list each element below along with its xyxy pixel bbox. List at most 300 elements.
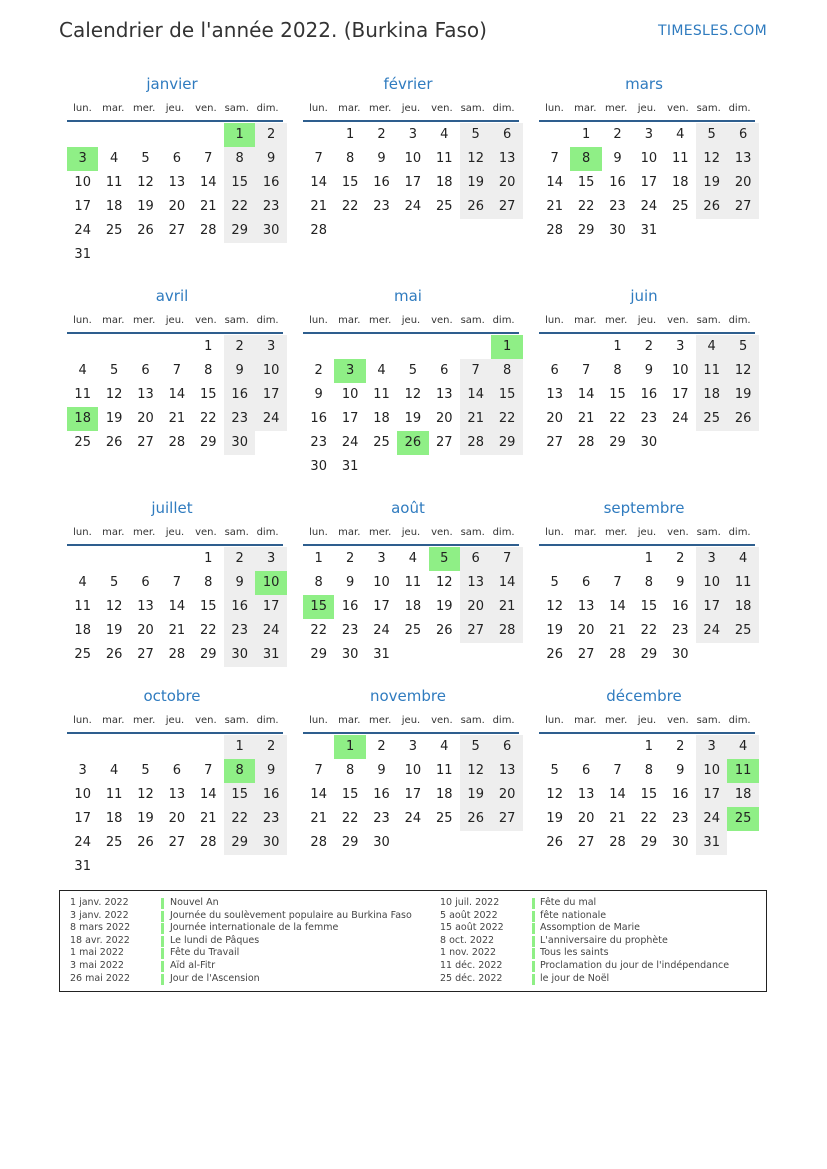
weekday-label: jeu. [401,315,421,326]
weekday-label: mar. [574,715,597,726]
month-août [297,494,519,696]
day-cell: 24 [373,623,390,638]
day-cell: 19 [546,623,563,638]
day-cell: 17 [74,199,91,214]
day-cell: 27 [491,807,522,831]
day-cell: 2 [314,363,323,378]
day-cell: 21 [491,595,522,619]
legend-holiday-name: le jour de Noël [540,972,610,984]
day-cell: 21 [200,199,217,214]
day-cell: 27 [168,223,186,238]
day-cell: 4 [440,127,449,142]
day-cell: 7 [613,763,622,778]
legend-holiday-name: Aïd al-Fitr [170,959,216,971]
day-cell: 2 [255,735,286,759]
legend-holiday-name: Jour de l'Ascension [170,972,260,984]
day-cell: 24 [341,435,359,450]
day-cell: 26 [137,835,154,850]
day-cell: 12 [105,387,123,402]
weekday-label: lun. [309,715,328,726]
weekday-label: mar. [574,315,597,326]
weekday-label: mar. [102,315,125,326]
holiday-marker [161,974,164,985]
day-cell: 21 [310,811,327,826]
legend-entry [70,922,430,935]
weekday-label: sam. [224,315,249,326]
day-cell: 13 [577,599,595,614]
day-cell: 5 [141,151,150,166]
legend-holiday-name: Fête du Travail [170,947,240,959]
day-cell: 3 [377,551,386,566]
weekday-label: sam. [696,103,721,114]
legend-holiday-name: Nouvel An [170,897,219,908]
day-cell: 9 [676,575,685,590]
day-cell: 18 [436,175,453,190]
day-cell: 9 [377,763,386,778]
day-cell: 29 [224,219,255,243]
day-cell: 26 [105,435,123,450]
day-cell: 10 [404,763,422,778]
legend-holiday-name: fête nationale [540,909,607,921]
weekday-label: sam. [696,715,721,726]
day-cell: 4 [78,575,87,590]
day-cell: 18 [727,783,758,807]
day-cell: 27 [168,835,186,850]
day-cell: 30 [672,647,689,662]
day-grid [303,122,519,272]
day-cell: 23 [609,199,626,214]
day-cell: 9 [224,571,255,595]
day-cell: 22 [491,407,522,431]
day-cell: 19 [137,811,154,826]
day-cell: 12 [137,175,154,190]
day-cell: 2 [613,127,622,142]
day-cell: 27 [137,435,154,450]
day-cell: 4 [109,763,119,778]
day-cell: 13 [436,387,453,402]
day-cell: 21 [310,199,327,214]
month-avril [61,282,283,484]
day-grid [303,546,519,696]
month-name: mai [394,287,422,305]
day-cell: 18 [696,383,727,407]
legend-entry [440,935,760,948]
weekday-label: jeu. [165,315,185,326]
day-cell: 18 [74,623,91,638]
day-cell: 24 [640,199,658,214]
day-cell: 22 [577,199,595,214]
legend-date: 26 mai 2022 [70,972,131,984]
weekday-label: mer. [369,527,392,538]
month-juin [533,282,755,484]
day-cell: 23 [255,807,286,831]
day-cell: 15 [341,175,359,190]
weekday-label: dim. [492,103,515,114]
day-cell: 25 [436,811,453,826]
day-cell: 25 [696,407,727,431]
day-cell: 2 [345,551,355,566]
day-cell: 30 [640,435,658,450]
day-cell: 6 [440,363,449,378]
day-cell: 22 [640,623,658,638]
day-cell: 11 [74,599,91,614]
day-cell: 5 [109,575,119,590]
weekday-label: mar. [338,527,361,538]
weekday-header [539,522,755,546]
month-décembre [533,682,755,884]
day-cell: 24 [672,411,689,426]
day-cell: 7 [172,575,182,590]
day-cell: 21 [200,811,217,826]
day-cell: 27 [491,195,522,219]
legend-entry [70,947,430,960]
day-cell: 4 [440,739,449,754]
day-grid [303,734,519,884]
day-cell: 1 [204,551,213,566]
day-cell: 10 [640,151,658,166]
day-cell: 25 [727,619,758,643]
day-cell: 9 [377,151,386,166]
day-cell: 21 [577,411,595,426]
day-cell: 8 [345,763,355,778]
legend-entry [440,922,760,935]
day-cell: 8 [613,363,622,378]
day-grid [67,546,283,696]
day-cell: 19 [460,171,491,195]
day-cell: 16 [672,787,689,802]
day-cell: 3 [644,127,654,142]
weekday-header [67,98,283,122]
day-cell: 9 [345,575,355,590]
day-cell: 23 [341,623,359,638]
day-cell: 26 [727,407,758,431]
weekday-label: dim. [256,527,279,538]
day-cell: 7 [204,763,213,778]
day-cell: 29 [577,223,595,238]
day-cell: 6 [550,363,559,378]
day-cell: 19 [727,383,758,407]
holiday-cell: 8 [570,147,601,171]
day-cell: 7 [581,363,591,378]
day-cell: 12 [105,599,123,614]
day-cell: 22 [341,199,359,214]
day-cell: 19 [105,623,123,638]
day-cell: 4 [696,335,727,359]
day-cell: 7 [460,359,491,383]
day-cell: 20 [137,411,154,426]
day-cell: 6 [141,575,150,590]
day-cell: 22 [310,623,327,638]
day-cell: 28 [546,223,563,238]
day-cell: 13 [168,787,186,802]
day-cell: 1 [644,551,654,566]
day-cell: 16 [224,383,255,407]
month-name: janvier [146,75,198,93]
day-grid [539,334,755,484]
weekday-label: jeu. [637,103,657,114]
day-cell: 24 [404,199,422,214]
weekday-label: mer. [605,715,628,726]
weekday-label: sam. [460,315,485,326]
legend-holiday-name: Journée du soulèvement populaire au Burkina Faso [170,909,412,921]
day-cell: 6 [581,575,591,590]
day-grid [539,122,755,272]
day-cell: 23 [224,619,255,643]
day-cell: 6 [581,763,591,778]
day-cell: 28 [609,647,626,662]
day-cell: 18 [404,599,422,614]
month-name: février [383,75,433,93]
day-cell: 1 [314,551,323,566]
day-cell: 11 [105,175,123,190]
weekday-header [539,310,755,334]
day-cell: 4 [727,735,758,759]
legend-column-left [70,897,430,985]
month-name: décembre [606,687,682,705]
day-cell: 14 [200,175,217,190]
weekday-label: sam. [696,315,721,326]
day-cell: 12 [460,147,491,171]
month-name: juin [630,287,658,305]
day-cell: 30 [672,835,689,850]
weekday-label: mar. [574,103,597,114]
day-cell: 30 [224,643,255,667]
day-cell: 8 [224,147,255,171]
weekday-label: ven. [667,103,689,114]
day-cell: 2 [224,547,255,571]
weekday-header [303,98,519,122]
weekday-label: mar. [338,715,361,726]
legend-holiday-name: L'anniversaire du prophète [540,934,668,946]
day-grid [539,546,755,696]
weekday-label: lun. [73,527,92,538]
day-cell: 2 [224,335,255,359]
day-cell: 24 [255,407,286,431]
month-name: août [391,499,425,517]
day-cell: 21 [460,407,491,431]
day-cell: 6 [141,363,150,378]
day-cell: 30 [224,431,255,455]
legend-entry [440,947,760,960]
legend-holiday-name: Fête du mal [540,897,597,908]
day-cell: 6 [172,763,182,778]
day-cell: 19 [546,811,563,826]
holiday-marker [161,961,164,972]
day-cell: 8 [314,575,323,590]
day-cell: 10 [696,571,727,595]
day-cell: 23 [640,411,658,426]
holiday-cell: 11 [727,759,758,783]
day-cell: 14 [460,383,491,407]
day-cell: 28 [168,647,186,662]
weekday-label: lun. [545,527,564,538]
day-cell: 29 [200,647,217,662]
legend-holiday-name: Journée internationale de la femme [170,922,339,934]
holiday-marker [161,911,164,922]
holiday-marker [161,898,164,909]
day-cell: 16 [609,175,626,190]
weekday-header [67,522,283,546]
day-cell: 17 [404,175,422,190]
month-name: novembre [370,687,446,705]
day-cell: 3 [255,335,286,359]
day-cell: 1 [581,127,591,142]
day-cell: 24 [696,807,727,831]
legend-date: 11 déc. 2022 [440,959,503,971]
weekday-label: dim. [256,103,279,114]
day-cell: 15 [609,387,626,402]
day-cell: 2 [676,739,685,754]
day-cell: 23 [255,195,286,219]
legend-date: 3 janv. 2022 [70,909,129,921]
month-mai [297,282,519,484]
weekday-label: dim. [492,315,515,326]
day-cell: 3 [255,547,286,571]
day-cell: 15 [640,787,658,802]
day-cell: 7 [314,151,323,166]
day-cell: 18 [105,811,123,826]
day-cell: 28 [200,223,217,238]
day-cell: 18 [727,595,758,619]
legend-holiday-name: Tous les saints [540,947,609,959]
day-cell: 1 [613,339,622,354]
weekday-label: mer. [369,315,392,326]
page-title: Calendrier de l'année 2022. (Burkina Faso) [59,18,487,42]
day-grid [303,334,519,484]
day-cell: 8 [644,763,654,778]
weekday-label: jeu. [637,715,657,726]
legend-entry [440,973,760,986]
day-cell: 23 [224,407,255,431]
holiday-marker [532,898,535,909]
day-cell: 17 [341,411,359,426]
day-cell: 10 [74,787,91,802]
weekday-label: lun. [545,103,564,114]
month-name: avril [155,287,189,305]
weekday-label: mer. [605,315,628,326]
day-cell: 11 [727,571,758,595]
day-cell: 16 [373,787,390,802]
day-cell: 25 [74,435,91,450]
holiday-marker [161,923,164,934]
month-février [297,70,519,272]
weekday-label: ven. [667,315,689,326]
day-cell: 4 [408,551,418,566]
day-cell: 17 [696,783,727,807]
day-cell: 24 [696,619,727,643]
weekday-label: ven. [431,527,453,538]
holiday-legend [59,890,767,992]
day-cell: 8 [644,575,654,590]
day-cell: 17 [373,599,390,614]
day-cell: 19 [404,411,422,426]
month-janvier [61,70,283,272]
day-cell: 20 [137,623,154,638]
brand-link[interactable]: TIMESLES.COM [658,23,767,39]
day-cell: 10 [373,575,390,590]
day-cell: 14 [609,599,626,614]
weekday-label: mar. [574,527,597,538]
day-cell: 11 [404,575,422,590]
day-cell: 20 [577,623,595,638]
weekday-label: lun. [73,715,92,726]
day-cell: 30 [373,835,390,850]
day-cell: 10 [255,359,286,383]
weekday-label: jeu. [165,715,185,726]
day-cell: 25 [105,835,123,850]
day-cell: 19 [105,411,123,426]
day-cell: 13 [491,759,522,783]
day-cell: 16 [310,411,327,426]
day-cell: 17 [74,811,91,826]
day-cell: 22 [224,195,255,219]
day-cell: 4 [78,363,87,378]
day-cell: 18 [373,411,390,426]
day-cell: 29 [609,435,626,450]
weekday-label: jeu. [401,527,421,538]
legend-date: 8 oct. 2022 [440,934,495,946]
day-cell: 19 [137,199,154,214]
legend-entry [70,910,430,923]
day-cell: 1 [204,339,213,354]
day-cell: 11 [436,151,453,166]
day-cell: 4 [109,151,119,166]
weekday-header [539,98,755,122]
day-cell: 30 [310,459,327,474]
holiday-cell: 1 [491,335,522,359]
day-cell: 15 [224,171,255,195]
day-cell: 2 [377,739,386,754]
holiday-cell: 1 [334,735,365,759]
holiday-marker [532,923,535,934]
legend-entry [440,897,760,910]
day-cell: 17 [404,787,422,802]
weekday-label: mer. [605,103,628,114]
day-cell: 29 [310,647,327,662]
day-cell: 15 [341,787,359,802]
day-cell: 29 [341,835,359,850]
weekday-label: mer. [133,103,156,114]
day-cell: 23 [373,811,390,826]
day-cell: 29 [491,431,522,455]
day-cell: 27 [137,647,154,662]
day-cell: 3 [78,763,87,778]
day-cell: 24 [74,835,91,850]
day-cell: 22 [200,623,217,638]
day-cell: 12 [546,787,563,802]
weekday-label: lun. [309,527,328,538]
day-cell: 14 [609,787,626,802]
weekday-label: dim. [256,715,279,726]
weekday-label: sam. [224,527,249,538]
day-cell: 7 [613,575,622,590]
legend-date: 1 janv. 2022 [70,897,129,908]
day-cell: 20 [168,199,186,214]
weekday-header [67,710,283,734]
weekday-header [303,710,519,734]
weekday-label: mer. [369,715,392,726]
day-cell: 20 [491,783,522,807]
day-cell: 31 [341,459,359,474]
day-cell: 26 [436,623,453,638]
day-cell: 10 [672,363,689,378]
weekday-label: dim. [728,103,751,114]
day-cell: 28 [310,835,327,850]
legend-entry [70,935,430,948]
day-cell: 13 [460,571,491,595]
day-cell: 22 [224,807,255,831]
day-cell: 19 [460,783,491,807]
